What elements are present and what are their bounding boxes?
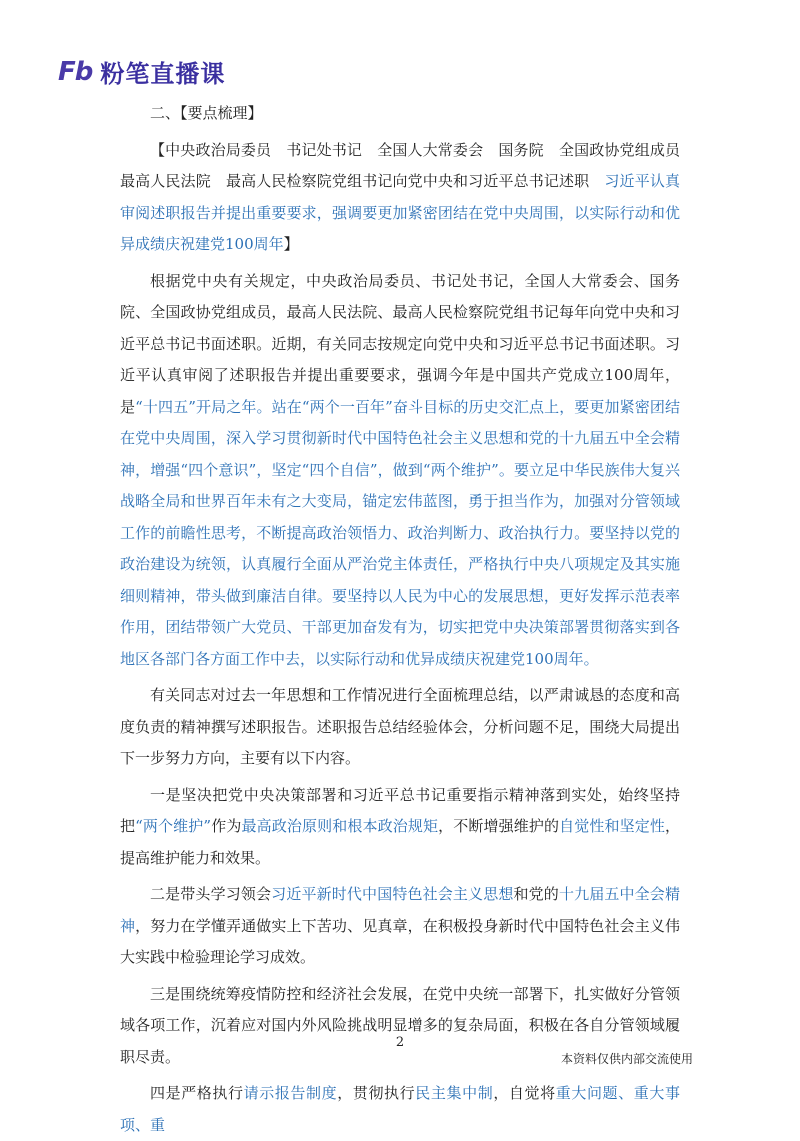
para6-highlight-1: 请示报告制度 [243,1084,338,1102]
summary-paragraph [120,135,696,261]
para4-highlight-2: 十九届五中全会精神 [120,885,680,935]
para3-highlight-1: “两个维护” [135,817,212,835]
para3-text-2: 作为 [211,817,242,835]
section-heading: 二、【要点梳理】 [150,104,263,122]
para6-text-1: 四是严格执行 [150,1084,244,1102]
para4-text-1: 二是带头学习领会 [150,885,272,903]
summary-text: 【中央政治局委员 书记处书记 全国人大常委会 国务院 全国政协党组成员 最高人民法院 最高人民检察院党组书记向党中央和习近平总书记述职 [120,140,696,190]
body-paragraph-1 [120,266,680,676]
fb-logo-icon: Fb [58,56,93,87]
summary-close: 】 [283,235,299,253]
brand-logo [58,54,225,89]
para4-text-3: ，努力在学懂弄通做实上下苦功、见真章，在积极投身新时代中国特色社会主义伟大实践中检验理论学习成效。 [120,916,680,966]
footer-note: 本资料仅供内部交流使用 [560,1052,693,1066]
body-paragraph-3 [120,780,680,875]
para6-text-2: ，贯彻执行 [337,1084,416,1102]
page-number: 2 [395,1035,405,1050]
para3-highlight-2: 最高政治原则和根本政治规矩 [241,817,439,835]
para1-highlight: “十四五”开局之年。站在“两个一百年”奋斗目标的历史交汇点上，要更加紧密团结在党中央周围，深入学习贯彻新时代中国特色社会主义思想和党的十九届五中全会精神，增强“四个意识”，坚定“四个自信”，做到“两个维护”。要立足中华民族伟大复兴战略全局和世界百年未有之大变局，锚定宏伟蓝图，勇于担当作为，加强对分管领域工作的前瞻性思考，不断提高政治领悟力、政治判断力、政治执行力。要坚持以党的政治建设为统领，认真履行全面从严治党主体责任，严格执行中央八项规定及其实施细则精神，带头做到廉洁自律。要坚持以人民为中心的发展思想，更好发挥示范表率作用，团结带领广大党员、干部更加奋发有为，切实把党中央决策部署贯彻落实到各地区各部门各方面工作中去，以实际行动和优异成绩庆祝建党100周年。 [120,397,680,668]
para3-highlight-3: 自觉性和坚定性 [559,817,665,835]
para3-text-1: 一是坚决把党中央决策部署和习近平总书记重要指示精神落到实处，始终坚持把 [120,785,680,835]
document-body [120,98,696,1141]
body-paragraph-2: 有关同志对过去一年思想和工作情况进行全面梳理总结，以严肃诚恳的态度和高度负责的精神撰写述职报告。述职报告总结经验体会，分析问题不足，围绕大局提出下一步努力方向，主要有以下内容。 [120,686,680,767]
para4-text-2: 和党的 [513,885,559,903]
para4-highlight-1: 习近平新时代中国特色社会主义思想 [271,885,514,903]
para6-text-3: ，自觉将 [493,1084,556,1102]
body-paragraph-4 [120,879,680,974]
para3-text-4: ，提高维护能力和效果。 [120,817,680,867]
para1-text: 根据党中央有关规定，中央政治局委员、书记处书记，全国人大常委会、国务院、全国政协党组成员，最高人民法院、最高人民检察院党组书记每年向党中央和习近平总书记书面述职。近期，有关同志按规定向党中央和习近平总书记书面述职。习近平认真审阅了述职报告并提出重要要求，强调今年是中国共产党成立100周年，是 [120,271,680,416]
para6-highlight-3: 重大问题、重大事项、重 [120,1084,680,1134]
para3-text-3: ，不断增强维护的 [438,817,560,835]
summary-highlight: 习近平认真审阅述职报告并提出重要要求，强调要更加紧密团结在党中央周围，以实际行动和优异成绩庆祝建党100周年 [120,172,680,253]
para6-highlight-2: 民主集中制 [415,1084,494,1102]
brand-name: 粉笔直播课 [100,60,226,88]
body-paragraph-5: 三是围绕统筹疫情防控和经济社会发展，在党中央统一部署下，扎实做好分管领域各项工作，沉着应对国内外风险挑战明显增多的复杂局面，积极在各自分管领域履职尽责。 [120,984,680,1066]
